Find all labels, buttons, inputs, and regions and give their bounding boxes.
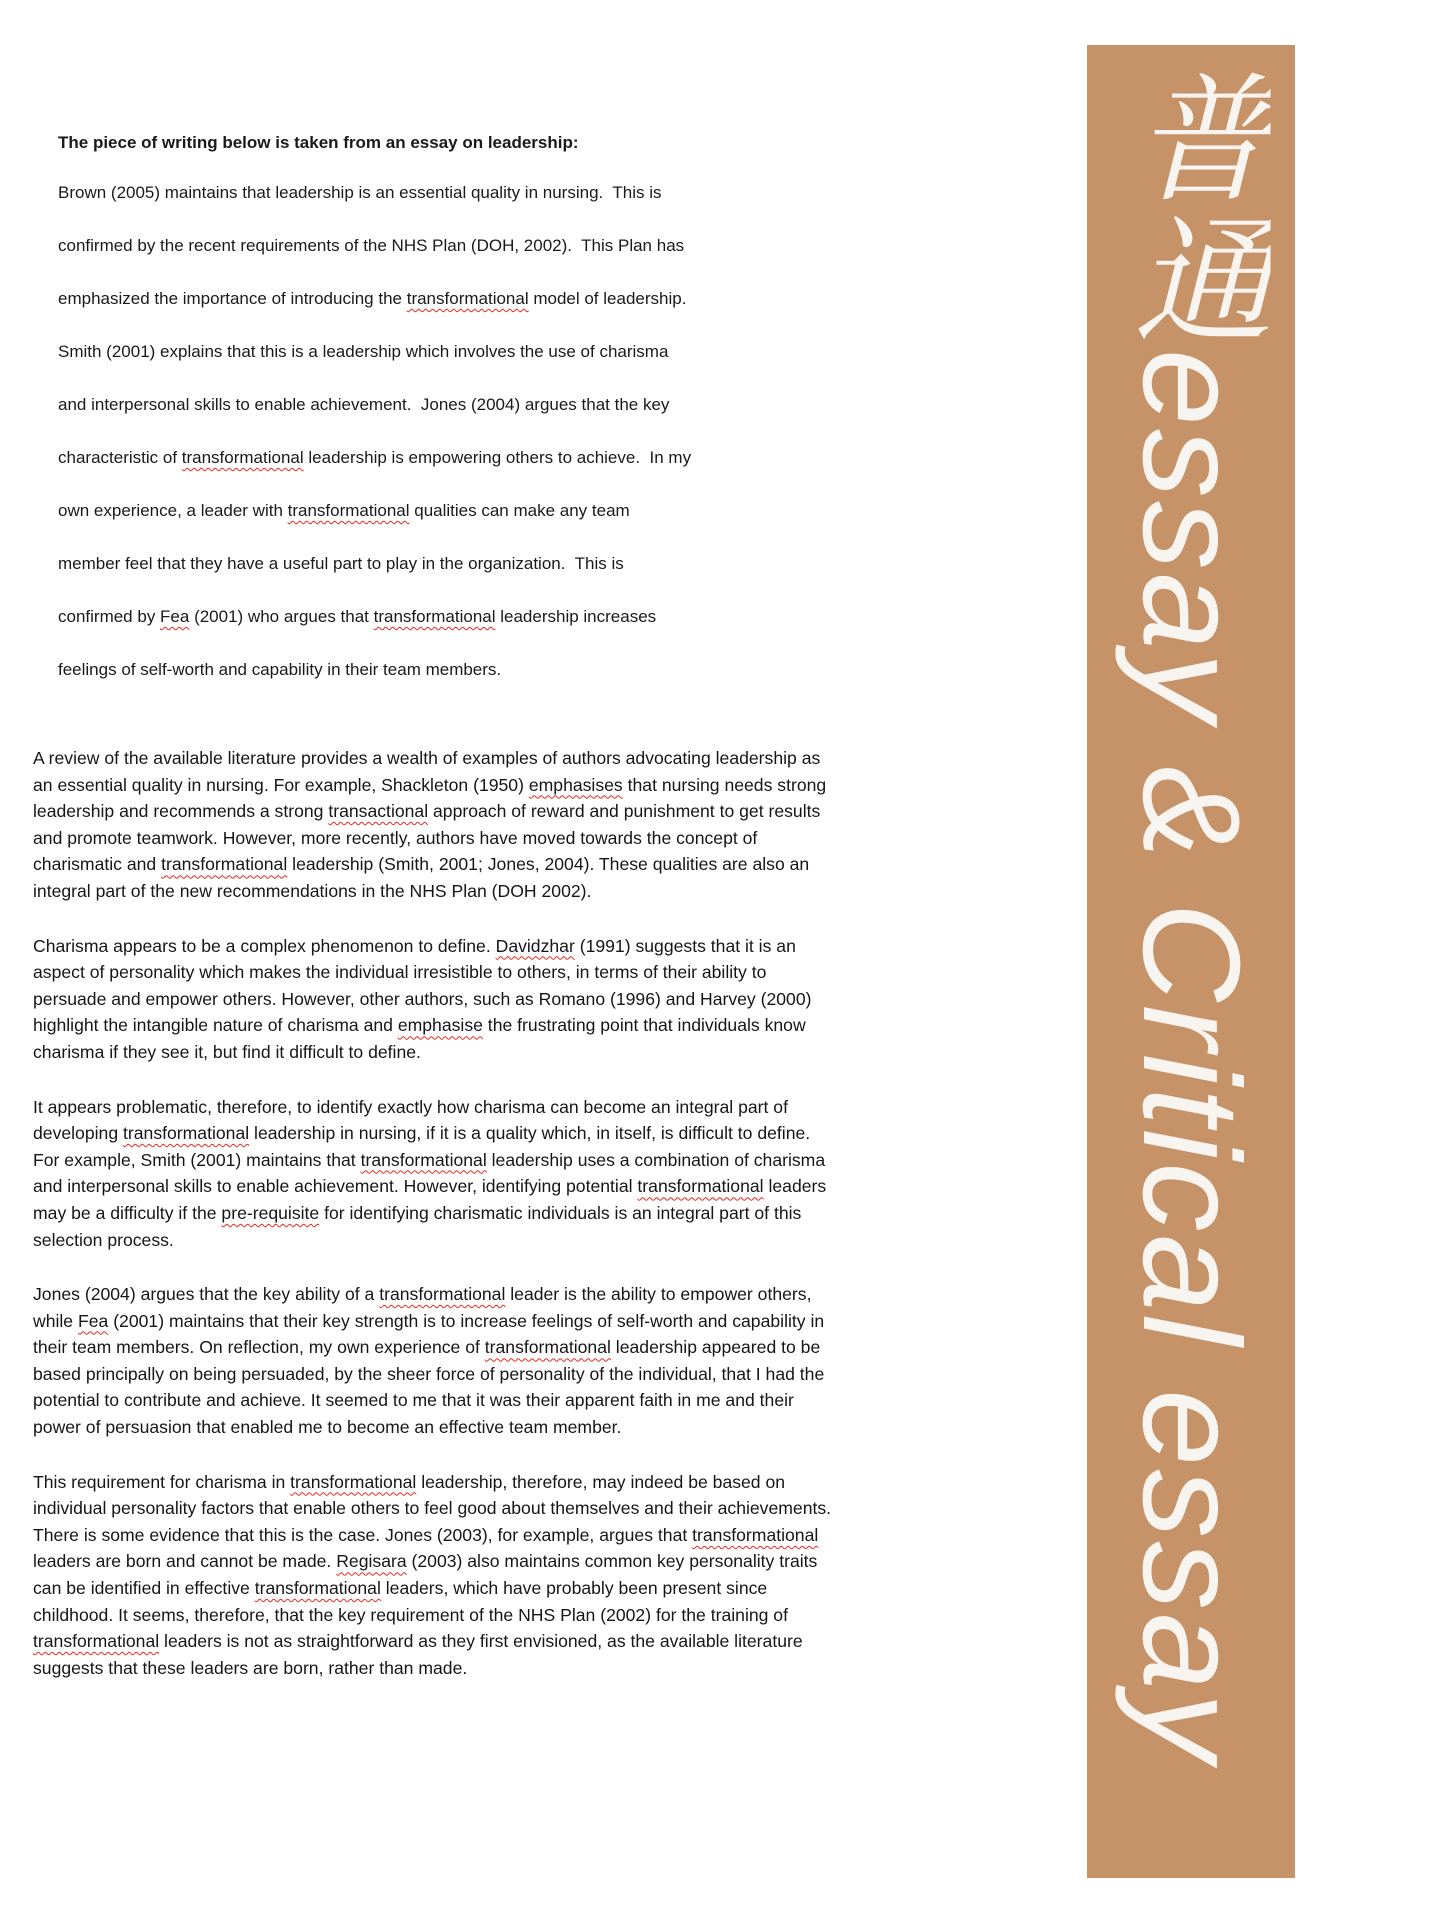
quote-line (58, 554, 839, 607)
page-title: The piece of writing below is taken from an essay on leadership: (58, 133, 579, 152)
quote-text: emphasized the importance of introducing the (58, 289, 407, 308)
quote-text: leadership is empowering others to achieve. In my (303, 448, 692, 467)
misspelled-word: transformational (379, 1284, 506, 1305)
quote-line (58, 660, 839, 713)
misspelled-word: pre-requisite (221, 1202, 320, 1223)
vertical-banner (1087, 45, 1295, 1878)
misspelled-word: transformational (181, 448, 304, 467)
paragraph-text: This requirement for charisma in (33, 1471, 291, 1492)
quote-text: leadership increases (495, 607, 657, 626)
paragraph-text: leader is the ability to empower others, while (33, 1284, 812, 1331)
paragraph-text: leaders are born and cannot be made. (33, 1551, 337, 1572)
quote-text: and interpersonal skills to enable achievement. Jones (2004) argues that the key (58, 395, 670, 414)
paragraph-text: (2003) also maintains common key personality traits can be identified in effective (33, 1551, 818, 1599)
quote-text: Brown (2005) maintains that leadership is an essential quality in nursing. This is (58, 183, 662, 202)
misspelled-word: Davidzhar (495, 935, 575, 956)
misspelled-word: transformational (290, 1471, 417, 1492)
essay-paragraph (33, 1094, 839, 1254)
paragraph-text: (1991) suggests that it is an aspect of personality which makes the individual irresistible to others, in terms of their ability to persuade and empower others. However, other authors, such as Romano (1996) and Harvey (2000) highlight the intangible nature of charisma and (33, 935, 812, 1036)
quote-text: confirmed by the recent requirements of the NHS Plan (DOH, 2002). This Plan has (58, 236, 685, 255)
quote-line (58, 607, 839, 660)
paragraph-text: leaders is not as straightforward as they first envisioned, as the available literature suggests that these leaders are born, rather than made. (33, 1631, 803, 1678)
misspelled-word: transformational (161, 854, 288, 875)
misspelled-word: Fea (77, 1310, 109, 1331)
paragraph-text: Charisma appears to be a complex phenomenon to define. (33, 935, 496, 956)
misspelled-word: transformational (254, 1578, 381, 1599)
quote-line (58, 289, 839, 342)
paragraph-text: leadership (Smith, 2001; Jones, 2004). These qualities are also an integral part of the new recommendations in the NHS Plan (DOH 2002). (33, 854, 810, 901)
paragraph-text: leadership uses a combination of charisma and interpersonal skills to enable achievement. However, identifying potential (33, 1149, 826, 1197)
paragraph-text: that nursing needs strong leadership and recommends a strong (33, 774, 827, 822)
misspelled-word: transactional (328, 801, 429, 822)
paragraph-text: It appears problematic, therefore, to identify exactly how charisma can become an integral part of developing (33, 1096, 788, 1144)
paragraph-text: leaders, which have probably been present since childhood. It seems, therefore, that the key requirement of the NHS Plan (2002) for the training of (33, 1578, 788, 1625)
quote-text: confirmed by (58, 607, 161, 626)
essay-paragraph (33, 933, 839, 1066)
main-content (33, 133, 839, 1709)
essay-body (33, 745, 839, 1681)
quote-line (58, 236, 839, 289)
quote-text: Smith (2001) explains that this is a leadership which involves the use of charisma (58, 342, 669, 361)
misspelled-word: transformational (360, 1149, 487, 1170)
essay-paragraph (33, 745, 839, 905)
misspelled-word: Regisara (336, 1551, 407, 1572)
quote-block (58, 183, 839, 713)
quote-text: own experience, a leader with (58, 501, 288, 520)
misspelled-word: transformational (123, 1123, 250, 1144)
quote-text: characteristic of (58, 448, 182, 467)
essay-paragraph (33, 1469, 839, 1682)
paragraph-text: for identifying charismatic individuals is an integral part of this selection process. (33, 1202, 802, 1250)
quote-text: (2001) who argues that (189, 607, 374, 626)
paragraph-text: approach of reward and punishment to get results and promote teamwork. However, more recently, authors have moved towards the concept of charismatic and (33, 801, 821, 875)
vertical-banner-text: 普通essay & Critical essay (1114, 67, 1268, 1765)
paragraph-text: leadership appeared to be based principally on being persuaded, by the sheer force of personality of the individual, that I had the potential to contribute and achieve. It seemed to me that it was their apparent faith in me and their power of persuasion that enabled me to become an effective team member. (33, 1337, 825, 1438)
quote-line (58, 183, 839, 236)
quote-line (58, 342, 839, 395)
paragraph-text: Jones (2004) argues that the key ability of a (33, 1284, 380, 1305)
quote-text: member feel that they have a useful part to play in the organization. This is (58, 554, 624, 573)
misspelled-word: Fea (160, 607, 190, 626)
misspelled-word: transformational (692, 1524, 819, 1545)
misspelled-word: transformational (33, 1631, 160, 1652)
misspelled-word: transformational (637, 1176, 764, 1197)
misspelled-word: emphasises (528, 774, 623, 795)
paragraph-text: (2001) maintains that their key strength is to increase feelings of self-worth and capability in their team members. On reflection, my own experience of (33, 1310, 825, 1358)
misspelled-word: transformational (373, 607, 496, 626)
paragraph-text: leadership in nursing, if it is a quality which, in itself, is difficult to define. For example, Smith (2001) maintains that (33, 1123, 811, 1170)
misspelled-word: transformational (287, 501, 410, 520)
quote-text: model of leadership. (528, 289, 687, 308)
essay-paragraph (33, 1281, 839, 1441)
paragraph-text: leaders may be a difficulty if the (33, 1176, 827, 1223)
quote-line (58, 501, 839, 554)
paragraph-text: the frustrating point that individuals know charisma if they see it, but find it difficult to define. (33, 1015, 806, 1062)
misspelled-word: emphasise (397, 1015, 483, 1036)
misspelled-word: transformational (406, 289, 529, 308)
paragraph-text: A review of the available literature provides a wealth of examples of authors advocating leadership as an essential quality in nursing. For example, Shackleton (1950) (33, 748, 821, 795)
paragraph-text: leadership, therefore, may indeed be based on individual personality factors that enable others to feel good about themselves and their achievements. There is some evidence that this is the case. Jones (2003), for example, argues that (33, 1471, 832, 1545)
quote-line (58, 395, 839, 448)
quote-line (58, 448, 839, 501)
quote-text: feelings of self-worth and capability in their team members. (58, 660, 502, 679)
quote-text: qualities can make any team (409, 501, 630, 520)
misspelled-word: transformational (484, 1337, 611, 1358)
